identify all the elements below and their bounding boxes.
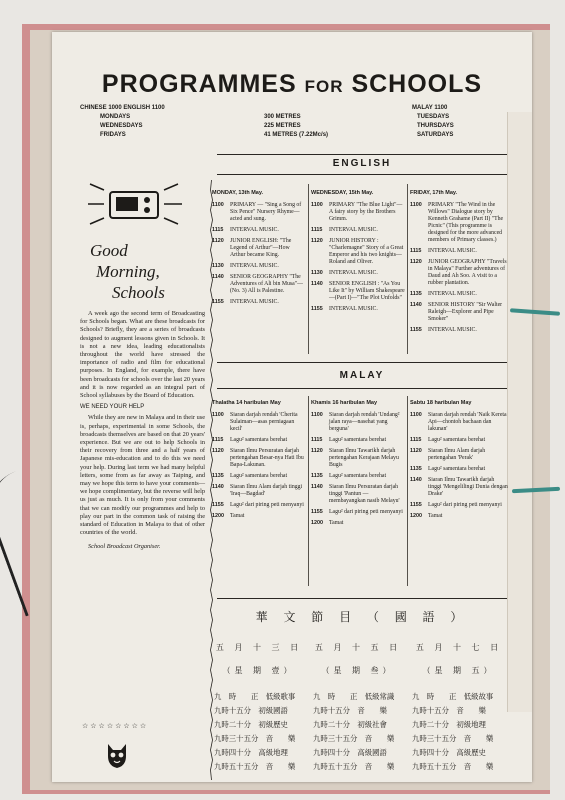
- programme-item: 1100 PRIMARY "The Blue Light"—A fairy story by the Brothers Grimm.: [311, 202, 403, 222]
- chinese-date: 五 月 十 五 日: [314, 643, 402, 652]
- programme-item: 1155 INTERVAL MUSIC.: [410, 327, 477, 333]
- chinese-row: 九時十五分 初級國語: [214, 706, 288, 715]
- chinese-row: 九時三十五分 音 樂: [313, 734, 395, 743]
- chinese-row: 九時三十五分 音 樂: [214, 734, 296, 743]
- chinese-date: 五 月 十 七 日: [415, 643, 503, 652]
- programme-item: 1115 INTERVAL MUSIC.: [410, 248, 477, 254]
- programme-item: 1135 Lagu² samentara berehat: [410, 466, 486, 472]
- rule-top: [217, 154, 507, 155]
- malay-col-thursday: [311, 400, 405, 531]
- heading-morning: Morning,: [96, 262, 160, 281]
- malay-col-tuesday: [212, 400, 306, 524]
- schedule-left-2: WEDNESDAYS: [100, 123, 143, 129]
- document-page: [52, 32, 532, 782]
- chinese-row: 九時五十五分 音 樂: [313, 762, 395, 771]
- schedule-left-0: CHINESE 1000 ENGLISH 1100: [80, 105, 165, 111]
- schedule-left-3: FRIDAYS: [100, 132, 126, 138]
- article-paragraph: A week ago the second term of Broadcasting for Schools began. What are these broadcasts for Schools? Briefly, they are a series of broadcasts designed to augment lessons given in Schools. It is not a new idea, leading educationalists throughout the world have stressed the importance of radio and film for educational purposes. In England, for example, there have been broadcasts for schools over the last 20 years and it is now regarded as an integral part of School syllabuses by the Board of Education.: [80, 310, 205, 400]
- chinese-row: 九時二十分 初級社會: [313, 720, 387, 729]
- programme-item: 1100 Siaran darjah rendah 'Cherita Sulaiman—asas perniagaan kecil': [212, 412, 298, 432]
- programme-item: 1155 INTERVAL MUSIC.: [212, 299, 279, 305]
- rule-chinese: [217, 598, 507, 599]
- programme-item: 1140 Siaran Ilmu Persuratan darjah tinggi 'Pantun — membayangkan nasib Melayu': [311, 484, 400, 504]
- chinese-col-1-rows: [214, 690, 295, 774]
- english-day: MONDAY, 13th May.: [212, 190, 264, 196]
- chinese-row: 九時十五分 音 樂: [412, 706, 486, 715]
- programme-item: 1115 INTERVAL MUSIC.: [311, 227, 378, 233]
- programme-item: 1200 Tamat: [212, 513, 245, 519]
- schedule-center-1: 225 METRES: [264, 123, 301, 129]
- programme-item: 1140 Siaran Ilmu Alam darjah tinggi 'Iraq—Bagdad': [212, 484, 303, 497]
- programme-item: 1100 PRIMARY "The Wind in the Willows" Dialogue story by Kenneth Grahame (Part II) "The Picnic" (This programme is designed for the more advanced members of Primary classes.): [410, 202, 504, 243]
- programme-item: 1120 Siaran Ilmu Tawarikh darjah pertengahan Kerajaan Melayu Bugis: [311, 448, 399, 468]
- schedule-right-3: SATURDAYS: [417, 132, 454, 138]
- rule-malay: [217, 388, 507, 389]
- heading-good: Good: [90, 241, 128, 260]
- malay-heading: MALAY: [339, 370, 385, 381]
- chinese-date: 五 月 十 三 日: [215, 643, 303, 652]
- heading-schools: Schools: [112, 283, 165, 302]
- schedule-left: [80, 104, 165, 140]
- chinese-row: 九時五十五分 音 樂: [214, 762, 296, 771]
- schedule-right-1: TUESDAYS: [417, 114, 450, 120]
- programme-item: 1115 Lagu² samentara berehat: [410, 437, 486, 443]
- schedule-center: [264, 113, 328, 140]
- malay-day: Sabtu 18 haribulan May: [410, 400, 472, 406]
- programme-item: 1115 Lagu² samentara berehat: [311, 437, 387, 443]
- programme-item: 1120 JUNIOR ENGLISH: "The Legend of Arthur"—How Arthur became King.: [212, 238, 292, 258]
- programme-item: 1155 INTERVAL MUSIC.: [311, 306, 378, 312]
- programme-item: 1130 INTERVAL MUSIC.: [311, 270, 378, 276]
- programme-item: 1120 JUNIOR HISTORY : "Charlemagne" Story of a Great Emperor and his two knights—Roland and Oliver.: [311, 238, 404, 265]
- signature: School Broadcast Organiser.: [88, 543, 161, 551]
- chinese-weekday: （星 期 叁）: [321, 666, 395, 675]
- programme-item: 1130 INTERVAL MUSIC.: [212, 263, 279, 269]
- column-divider: [407, 396, 408, 586]
- english-col-wednesday: [311, 190, 405, 317]
- programme-item: 1155 Lagu² dari piring peti menyanyi: [410, 502, 502, 508]
- programme-item: 1115 INTERVAL MUSIC.: [212, 227, 279, 233]
- title-end: SCHOOLS: [351, 70, 483, 98]
- column-divider: [308, 396, 309, 586]
- chinese-row: 九時二十分 初級歷史: [214, 720, 288, 729]
- chinese-col-2-head: [311, 642, 405, 676]
- english-col-monday: [212, 190, 306, 310]
- english-heading: ENGLISH: [332, 158, 392, 169]
- chinese-row: 九時四十分 高級地理: [214, 748, 288, 757]
- programme-item: 1140 SENIOR GEOGRAPHY "The Adventures of Ali bin Musa"—(No. 3) All is Palestine.: [212, 274, 303, 294]
- programme-item: 1120 Siaran Ilmu Persuratan darjah pertengahan Besar-nya Hati Ibu Bapa-Lakunan.: [212, 448, 304, 468]
- programme-item: 1135 INTERVAL MUSIC.: [410, 291, 477, 297]
- english-day: WEDNESDAY, 15th May.: [311, 190, 374, 196]
- malay-day: Khamis 16 haribulan May: [311, 400, 378, 406]
- programme-item: 1120 JUNIOR GEOGRAPHY "Travels in Malaya" Further adventures of Daud and Ah Soo. A visit to a rubber plantation.: [410, 259, 507, 286]
- chinese-row: 九時五十五分 音 樂: [412, 762, 494, 771]
- chinese-weekday: （星 期 五）: [422, 666, 496, 675]
- column-divider: [407, 184, 408, 354]
- schedule-right: [412, 104, 454, 140]
- programme-item: 1140 SENIOR HISTORY "Sir Walter Raleigh—Explorer and Pipe Smoker": [410, 302, 503, 322]
- chinese-col-2-rows: [313, 690, 394, 774]
- programme-item: 1115 Lagu² samentara berehat: [212, 437, 288, 443]
- chinese-row: 九 時 正 低級歌事: [214, 692, 296, 701]
- schedule-right-2: THURSDAYS: [417, 123, 454, 129]
- schedule-center-2: 41 METRES (7.22Mc/s): [264, 132, 329, 138]
- schedule-left-1: MONDAYS: [100, 114, 131, 120]
- sidebar-heading: [90, 240, 165, 303]
- programme-item: 1135 Lagu² samentara berehat: [311, 473, 387, 479]
- chinese-weekday: （星 期 壹）: [222, 666, 296, 675]
- schedule-center-0: 300 METRES: [264, 114, 301, 120]
- column-divider: [308, 184, 309, 354]
- chinese-heading: 華 文 節 目 （ 國 語 ）: [255, 610, 469, 624]
- programme-item: 1100 PRIMARY — "Sing a Song of Six Pence" Nursery Rhyme—acted and sung.: [212, 202, 302, 222]
- chinese-row: 九時二十分 初級地理: [412, 720, 486, 729]
- chinese-row: 九 時 正 低級常識: [313, 692, 395, 701]
- help-paragraph: While they are new in Malaya and in their use is, perhaps, experimental in some Schools, the broadcasts themselves are based on that 20 years' experience. But we are out to help Schools in their recovery from three and a half years of Japanese mis-education and to do this we need your help. During last term we had many helpful letters, some from as far away as Taiping, and may we hope this term to have your comments—we hope complimentary, but the reverse will help us just as much. It is only from your comments that we can modify our programmes and help to play our part in the common task of raising the standard of Education in Malaya to that of other countries of the world.: [80, 414, 205, 537]
- programme-item: 1100 Siaran darjah rendah 'Undang² jalan raya—nasehat yang berguna': [311, 412, 400, 432]
- sidebar-article: [80, 310, 205, 555]
- programme-item: 1200 Tamat: [410, 513, 443, 519]
- title-for: FOR: [304, 77, 344, 96]
- programme-item: 1100 Siaran darjah rendah 'Naik Kereta Api—chontoh bachaan dan lakunan': [410, 412, 507, 432]
- chinese-row: 九時三十五分 音 樂: [412, 734, 494, 743]
- schedule-right-0: MALAY 1100: [412, 105, 448, 111]
- chinese-row: 九 時 正 低級故事: [412, 692, 494, 701]
- malay-col-saturday: [410, 400, 508, 524]
- rule-malay-top: [217, 362, 507, 363]
- programme-item: 1135 Lagu² samentara berehat: [212, 473, 288, 479]
- stars-divider: ☆☆☆☆☆☆☆☆: [82, 722, 149, 730]
- programme-item: 1155 Lagu² dari piring peti menyanyi: [311, 509, 403, 515]
- chinese-col-3-head: [410, 642, 508, 676]
- chinese-col-3-rows: [412, 690, 493, 774]
- programme-item: 1140 SENIOR ENGLISH : "As You Like It" by William Shakespeare—(Part I)—"The Plot Unfolds": [311, 281, 405, 301]
- chinese-row: 九時四十分 高級歷史: [412, 748, 486, 757]
- cat-icon: [104, 740, 130, 770]
- title-main: PROGRAMMES: [101, 70, 297, 98]
- chinese-row: 九時十五分 音 樂: [313, 706, 387, 715]
- chinese-col-1-head: [212, 642, 306, 676]
- help-heading: WE NEED YOUR HELP: [80, 404, 145, 411]
- programme-item: 1200 Tamat: [311, 520, 344, 526]
- chinese-row: 九時四十分 高級國語: [313, 748, 387, 757]
- programme-item: 1140 Siaran Ilmu Tawarikh darjah tinggi 'Mengelilingi Dunia dengan Drake': [410, 477, 508, 497]
- page-title: [52, 70, 532, 99]
- rule-english: [217, 174, 507, 175]
- malay-day: Thalatha 14 haribulan May: [212, 400, 281, 406]
- programme-item: 1155 Lagu² dari piring peti menyanyi: [212, 502, 304, 508]
- english-col-friday: [410, 190, 508, 338]
- radio-icon: [84, 182, 194, 227]
- programme-item: 1120 Siaran Ilmu Alam darjah pertengahan 'Perak': [410, 448, 486, 461]
- english-day: FRIDAY, 17th May.: [410, 190, 458, 196]
